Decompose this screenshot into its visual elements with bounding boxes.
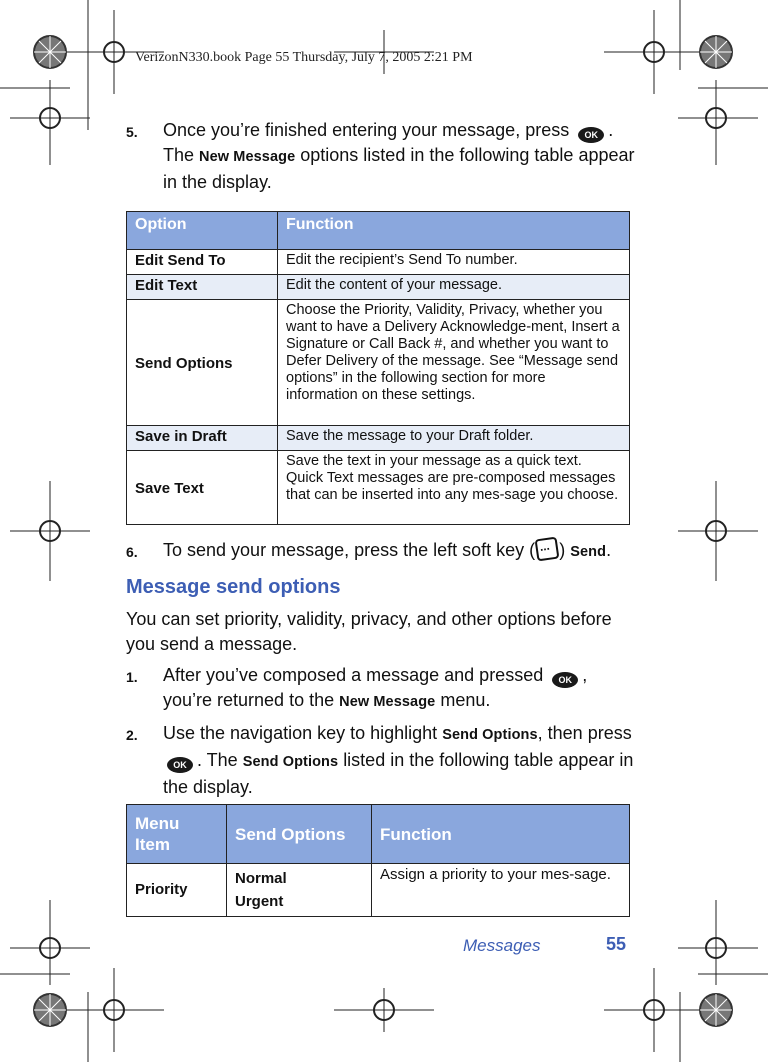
ui-term: New Message [339, 694, 436, 710]
step-text: After you’ve composed a message and pressed OK , you’re returned to the New Message menu. [163, 665, 588, 710]
step-number: 1. [126, 669, 138, 685]
function-cell: Save the text in your message as a quick text. Quick Text messages are pre-composed messages that can be inserted into any mes-sage you choose. [278, 451, 630, 525]
ok-key-icon: OK [578, 127, 604, 143]
option-cell: Save in Draft [127, 426, 278, 451]
option-cell: Edit Send To [127, 250, 278, 275]
option-cell: Edit Text [127, 275, 278, 300]
column-header: Send Options [227, 805, 372, 864]
option-value: Urgent [235, 893, 284, 910]
column-header: Function [278, 212, 630, 250]
column-header: Menu Item [127, 805, 227, 864]
function-cell: Choose the Priority, Validity, Privacy, whether you want to have a Delivery Acknowledge-ment, Insert a Signature or Call Back #, and whether you want to Defer Delivery of the message. See “Message send options” in the following section for more information on these settings. [278, 300, 630, 426]
column-header: Function [372, 805, 630, 864]
step-text: Use the navigation key to highlight Send Options, then press OK . The Send Options listed in the following table appear in the display. [163, 723, 634, 797]
step-text: To send your message, press the left soft key (... ) Send. [163, 538, 635, 565]
menu-item-cell: Priority [127, 864, 227, 917]
page-number: 55 [606, 934, 627, 954]
section-intro: You can set priority, validity, privacy, and other options before you send a message. [126, 609, 612, 654]
ok-key-icon: OK [167, 757, 193, 773]
ui-term: Send Options [242, 754, 339, 770]
option-value: Normal [235, 870, 287, 887]
option-cell: Save Text [127, 451, 278, 525]
function-cell: Edit the content of your message. [278, 275, 630, 300]
ok-key-icon: OK [552, 672, 578, 688]
print-header: VerizonN330.book Page 55 Thursday, July 7, 2005 2:21 PM [135, 50, 473, 65]
step-text: Once you’re finished entering your message, press OK . The New Message options listed in the following table appear in the display. [163, 120, 635, 192]
footer-section-label: Messages [463, 936, 541, 955]
function-cell: Assign a priority to your mes-sage. [372, 864, 630, 917]
step-number: 5. [126, 124, 138, 140]
section-title: Message send options [126, 576, 341, 598]
step-number: 6. [126, 544, 138, 560]
option-cell: Send Options [127, 300, 278, 426]
function-cell: Save the message to your Draft folder. [278, 426, 630, 451]
column-header: Option [127, 212, 278, 250]
ui-term: Send [570, 544, 607, 560]
function-cell: Edit the recipient’s Send To number. [278, 250, 630, 275]
ui-term: New Message [199, 149, 296, 165]
step-number: 2. [126, 727, 138, 743]
ui-term: Send Options [442, 727, 538, 743]
